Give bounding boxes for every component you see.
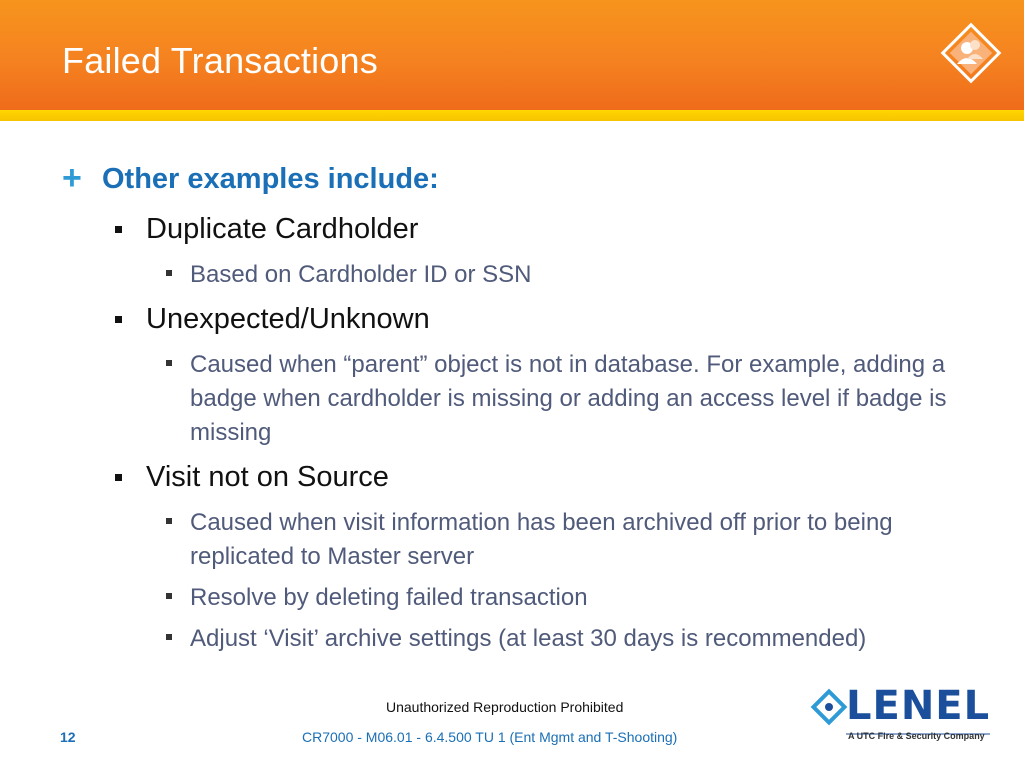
square-bullet-icon xyxy=(166,518,172,524)
title-bar-rule xyxy=(0,110,1024,121)
square-bullet-icon xyxy=(166,270,172,276)
cardholder-badge-icon xyxy=(938,20,1004,86)
square-bullet-icon xyxy=(115,474,122,481)
square-bullet-icon xyxy=(166,593,172,599)
square-bullet-icon xyxy=(166,634,172,640)
bullet-heading: Duplicate Cardholder xyxy=(146,213,419,245)
square-bullet-icon xyxy=(115,316,122,323)
lenel-tagline: A UTC Fire & Security Company xyxy=(848,731,985,741)
course-code: CR7000 - M06.01 - 6.4.500 TU 1 (Ent Mgmt and T-Shooting) xyxy=(302,729,678,745)
square-bullet-icon xyxy=(115,226,122,233)
plus-bullet-icon: + xyxy=(62,159,82,197)
bullet-heading: Unexpected/Unknown xyxy=(146,303,430,335)
lenel-wordmark: LENEL xyxy=(846,683,991,729)
bullet-heading: Visit not on Source xyxy=(146,461,389,493)
slide-title: Failed Transactions xyxy=(62,40,378,81)
sub-bullet-text: Caused when visit information has been archived off prior to being replicated to Master server xyxy=(190,509,893,570)
footer-notice: Unauthorized Reproduction Prohibited xyxy=(386,699,624,715)
intro-text: Other examples include: xyxy=(102,163,439,195)
sub-bullet-text: Based on Cardholder ID or SSN xyxy=(190,261,532,288)
square-bullet-icon xyxy=(166,360,172,366)
sub-bullet-text: Adjust ‘Visit’ archive settings (at least 30 days is recommended) xyxy=(190,625,867,652)
sub-bullet-text: Caused when “parent” object is not in database. For example, adding a badge when cardholder is missing or adding an access level if badge is missing xyxy=(190,351,947,446)
sub-bullet-text: Resolve by deleting failed transaction xyxy=(190,584,588,611)
page-number: 12 xyxy=(60,729,76,745)
